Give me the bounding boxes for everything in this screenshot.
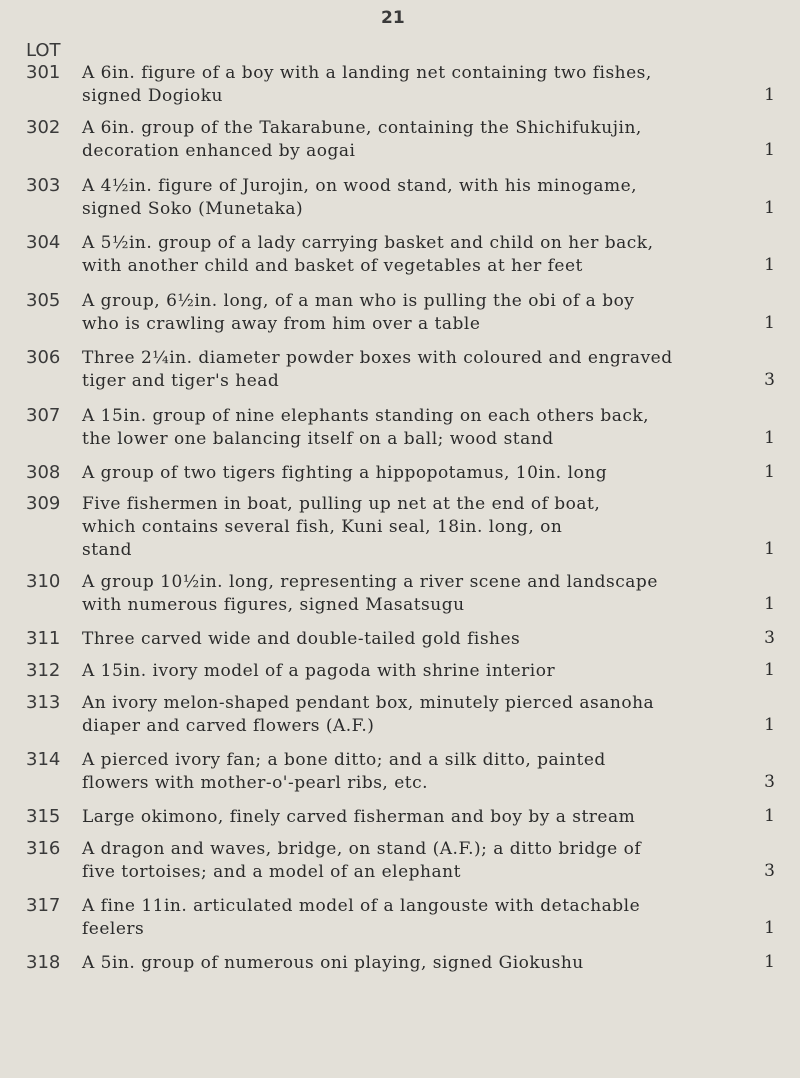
lot-description: Five fishermen in boat, pulling up net at the end of boat, which contains several fish, Kuni seal, 18in. long, on stand: [82, 494, 601, 560]
lot-number: 305: [26, 290, 61, 311]
lot-quantity: 1: [764, 952, 775, 972]
lot-quantity: 1: [764, 462, 775, 482]
lot-description: Large okimono, finely carved fisherman and boy by a stream: [82, 807, 636, 827]
lot-number: 318: [26, 952, 61, 973]
lot-description: Three 2¼in. diameter powder boxes with coloured and engraved tiger and tiger's head: [82, 348, 673, 391]
lot-description: A 6in. group of the Takarabune, containing the Shichifukujin, decoration enhanced by aogai: [82, 118, 642, 161]
lot-quantity: 3: [764, 772, 775, 792]
lot-number: 301: [26, 62, 61, 83]
lot-description: A 6in. figure of a boy with a landing net containing two fishes, signed Dogioku: [82, 63, 652, 106]
lot-quantity: 1: [764, 428, 775, 448]
lot-number: 309: [26, 493, 61, 514]
lot-description: A 15in. ivory model of a pagoda with shrine interior: [82, 661, 556, 681]
lot-quantity: 1: [764, 660, 775, 680]
lot-quantity: 1: [764, 85, 775, 105]
lot-number: 310: [26, 571, 61, 592]
lot-quantity: 3: [764, 370, 775, 390]
page-number: 21: [381, 8, 405, 28]
lot-number: 314: [26, 749, 61, 770]
lot-description: A pierced ivory fan; a bone ditto; and a silk ditto, painted flowers with mother-o'-pearl ribs, etc.: [82, 750, 606, 793]
lot-number: 315: [26, 806, 61, 827]
lot-quantity: 1: [764, 313, 775, 333]
lot-description: An ivory melon-shaped pendant box, minutely pierced asanoha diaper and carved flowers (A.F.): [82, 693, 655, 736]
lot-number: 312: [26, 660, 61, 681]
lot-quantity: 1: [764, 918, 775, 938]
lot-number: 307: [26, 405, 61, 426]
lot-quantity: 1: [764, 198, 775, 218]
lot-description: A group, 6½in. long, of a man who is pulling the obi of a boy who is crawling away from him over a table: [82, 291, 635, 334]
lot-description: Three carved wide and double-tailed gold fishes: [82, 629, 521, 649]
lot-description: A 15in. group of nine elephants standing on each others back, the lower one balancing itself on a ball; wood stand: [82, 406, 650, 449]
lot-quantity: 3: [764, 628, 775, 648]
lot-number: 302: [26, 117, 61, 138]
lot-number: 311: [26, 628, 61, 649]
lot-description: A dragon and waves, bridge, on stand (A.F.); a ditto bridge of five tortoises; and a model of an elephant: [82, 839, 642, 882]
lot-description: A 4½in. figure of Jurojin, on wood stand, with his minogame, signed Soko (Munetaka): [82, 176, 638, 219]
lot-description: A group of two tigers fighting a hippopotamus, 10in. long: [82, 463, 608, 483]
lot-number: 306: [26, 347, 61, 368]
lot-number: 308: [26, 462, 61, 483]
lot-number: 317: [26, 895, 61, 916]
lot-number: 316: [26, 838, 61, 859]
lot-quantity: 1: [764, 539, 775, 559]
lot-quantity: 1: [764, 594, 775, 614]
lot-quantity: 1: [764, 255, 775, 275]
lot-number: 313: [26, 692, 61, 713]
lot-number: 304: [26, 232, 61, 253]
lot-description: A 5in. group of numerous oni playing, signed Giokushu: [82, 953, 584, 973]
lot-quantity: 1: [764, 806, 775, 826]
lot-description: A 5½in. group of a lady carrying basket and child on her back, with another child and basket of vegetables at her feet: [82, 233, 654, 276]
lot-quantity: 3: [764, 861, 775, 881]
lot-column-header: LOT: [26, 40, 61, 61]
lot-quantity: 1: [764, 715, 775, 735]
lot-description: A group 10½in. long, representing a river scene and landscape with numerous figures, signed Masatsugu: [82, 572, 658, 615]
lot-description: A fine 11in. articulated model of a langouste with detachable feelers: [82, 896, 641, 939]
lot-quantity: 1: [764, 140, 775, 160]
lot-number: 303: [26, 175, 61, 196]
